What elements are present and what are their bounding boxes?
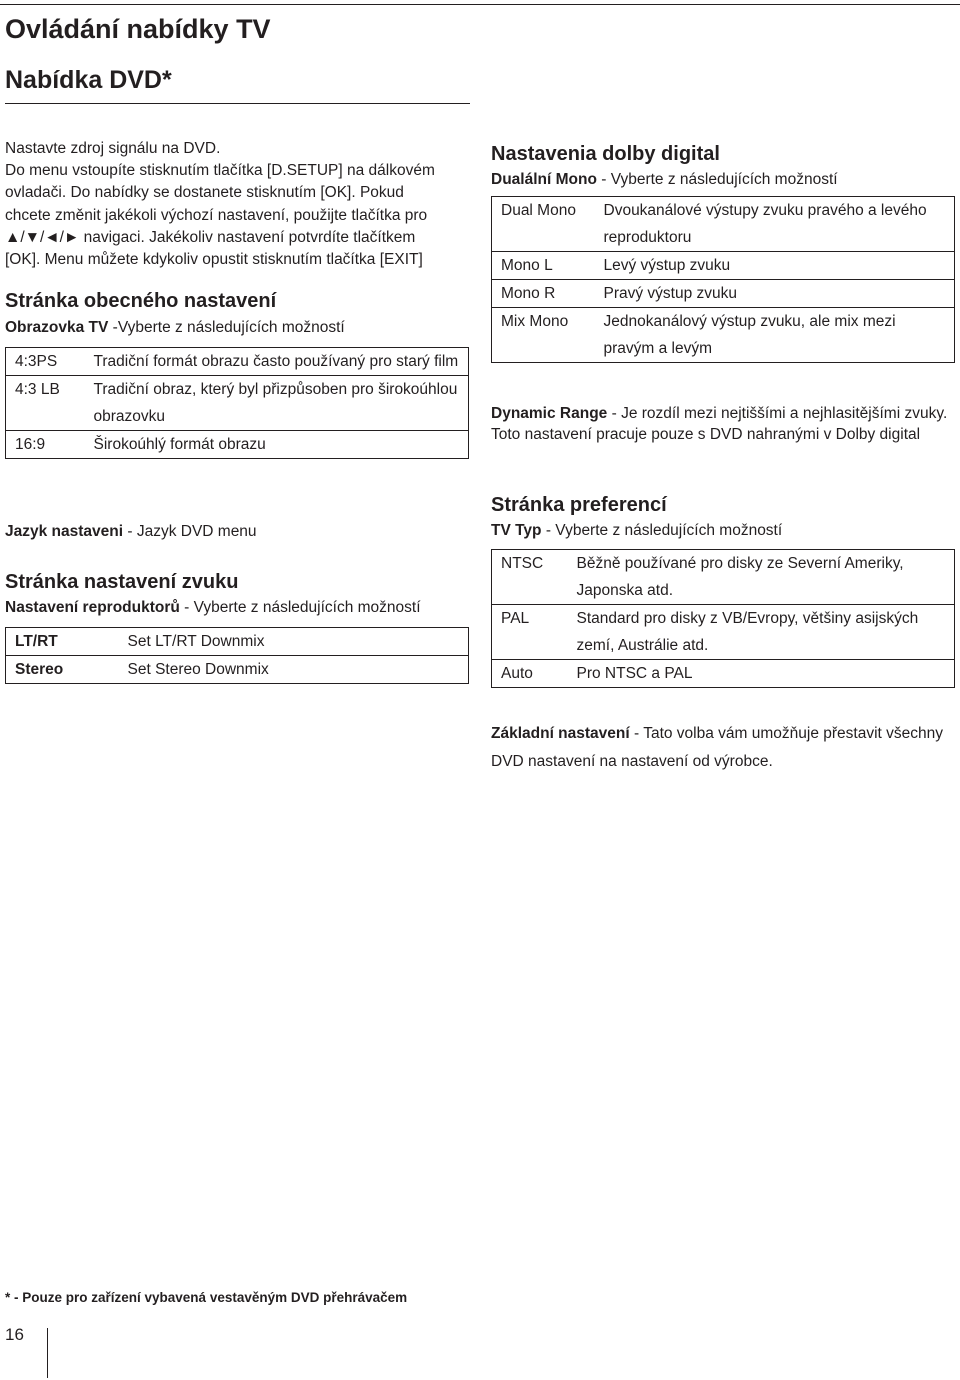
subtitle-rule — [5, 103, 470, 104]
option-value: Levý výstup zvuku — [595, 252, 955, 280]
table-row — [6, 376, 469, 431]
dynamic-range-text: - Je rozdíl mezi nejtiššími a nejhlasitějšími zvuky. Toto nastavení pracuje pouze s DVD nahranými v Dolby digital — [491, 405, 948, 443]
language-label: Jazyk nastaveni — [5, 523, 124, 540]
table-row — [6, 431, 469, 459]
page-number: 16 — [5, 1325, 24, 1344]
reset-paragraph — [491, 720, 946, 776]
intro-line: ovladači. Do nabídky se dostanete stisknutím [OK]. Pokud — [5, 184, 404, 202]
intro-line: Nastavte zdroj signálu na DVD. — [5, 140, 221, 157]
preferences-sub-text: - Vyberte z následujících možností — [541, 522, 783, 539]
table-row — [6, 628, 469, 656]
table-row — [492, 308, 955, 363]
option-key: Mix Mono — [492, 308, 595, 363]
table-row — [492, 550, 955, 605]
screen-format-table — [5, 347, 469, 459]
option-value: Pro NTSC a PAL — [568, 660, 955, 688]
page-subtitle: Nabídka DVD* — [5, 66, 172, 94]
option-value: Širokoúhlý formát obrazu — [85, 431, 469, 459]
reset-text: - Tato volba vám umožňuje přestavit všechny DVD nastavení na nastavení od výrobce. — [491, 725, 944, 770]
preferences-sub-label: TV Typ — [491, 522, 542, 539]
table-row — [6, 656, 469, 684]
table-row — [492, 660, 955, 688]
option-key: Mono R — [492, 280, 595, 308]
intro-line: [OK]. Menu můžete kdykoliv opustit stisknutím tlačítka [EXIT] — [5, 251, 423, 269]
reset-label: Základní nastavení — [491, 725, 630, 742]
table-row — [6, 348, 469, 376]
preferences-heading: Stránka preferencí — [491, 494, 667, 516]
dolby-subheading — [491, 171, 838, 189]
dynamic-range-paragraph — [491, 403, 951, 445]
option-value: Set LT/RT Downmix — [119, 628, 469, 656]
option-key: LT/RT — [6, 628, 119, 656]
language-text: - Jazyk DVD menu — [123, 523, 257, 540]
option-key: NTSC — [492, 550, 568, 605]
intro-line: ▲/▼/◄/► navigaci. Jakékoliv nastavení potvrdíte tlačítkem — [5, 228, 416, 246]
option-value: Pravý výstup zvuku — [595, 280, 955, 308]
intro-line: chcete změnit jakékoli výchozí nastavení, použijte tlačítka pro — [5, 206, 428, 224]
option-key: PAL — [492, 605, 568, 660]
general-heading: Stránka obecného nastavení — [5, 290, 277, 312]
intro-paragraph — [5, 138, 475, 271]
general-sub-label: Obrazovka TV — [5, 319, 109, 336]
audio-heading: Stránka nastavení zvuku — [5, 571, 239, 593]
tv-type-table — [491, 549, 955, 688]
option-key: Auto — [492, 660, 568, 688]
option-value: Běžně používané pro disky ze Severní Ameriky, Japonska atd. — [568, 550, 955, 605]
page-title: Ovládání nabídky TV — [5, 14, 271, 44]
intro-line: Do menu vstoupíte stisknutím tlačítka [D.SETUP] na dálkovém — [5, 162, 435, 180]
top-rule — [0, 4, 960, 5]
table-row — [492, 197, 955, 252]
option-key: Dual Mono — [492, 197, 595, 252]
page-number-divider — [47, 1328, 48, 1378]
option-value: Tradiční obraz, který byl přizpůsoben pro širokoúhlou obrazovku — [85, 376, 469, 431]
general-sub-text: -Vyberte z následujících možností — [108, 319, 345, 336]
dolby-table — [491, 196, 955, 363]
table-row — [492, 252, 955, 280]
option-value: Standard pro disky z VB/Evropy, většiny asijských zemí, Austrálie atd. — [568, 605, 955, 660]
speaker-table — [5, 627, 469, 684]
audio-sub-text: - Vyberte z následujících možností — [179, 599, 421, 616]
option-value: Tradiční formát obrazu často používaný pro starý film — [85, 348, 469, 376]
option-value: Jednokanálový výstup zvuku, ale mix mezi pravým a levým — [595, 308, 955, 363]
option-value: Dvoukanálové výstupy zvuku pravého a levého reproduktoru — [595, 197, 955, 252]
dolby-sub-text: - Vyberte z následujících možností — [596, 171, 838, 188]
option-key: 16:9 — [6, 431, 85, 459]
dolby-sub-label: Dualální Mono — [491, 171, 597, 188]
preferences-subheading — [491, 522, 782, 540]
dynamic-range-label: Dynamic Range — [491, 405, 608, 422]
audio-subheading — [5, 599, 421, 617]
option-value: Set Stereo Downmix — [119, 656, 469, 684]
audio-sub-label: Nastavení reproduktorů — [5, 599, 180, 616]
language-setting — [5, 523, 257, 541]
footnote: * - Pouze pro zařízení vybavená vestavěným DVD přehrávačem — [5, 1290, 408, 1305]
option-key: 4:3 LB — [6, 376, 85, 431]
dolby-heading: Nastavenia dolby digital — [491, 143, 720, 165]
table-row — [492, 280, 955, 308]
option-key: 4:3PS — [6, 348, 85, 376]
option-key: Stereo — [6, 656, 119, 684]
table-row — [492, 605, 955, 660]
option-key: Mono L — [492, 252, 595, 280]
general-subheading — [5, 319, 345, 337]
